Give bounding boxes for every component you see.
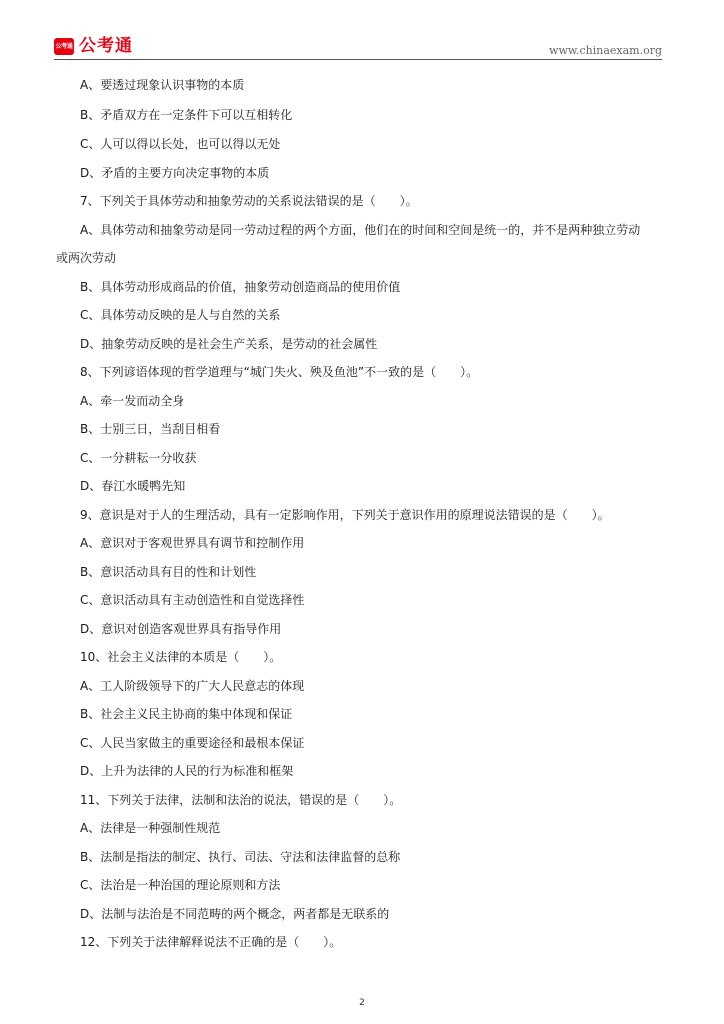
option-d: D、矛盾的主要方向决定事物的本质	[80, 166, 270, 180]
option-a: A、要透过现象认识事物的本质	[80, 78, 245, 92]
logo-badge-icon: 公考通	[54, 38, 74, 55]
question-8: 8、下列谚语体现的哲学道理与“城门失火、殃及鱼池”不一致的是（ ）。	[80, 365, 479, 379]
question-9: 9、意识是对于人的生理活动，具有一定影响作用，下列关于意识作用的原理说法错误的是（ ）。	[80, 508, 610, 522]
header-divider	[54, 59, 662, 60]
option-c: C、人民当家做主的重要途径和最根本保证	[80, 736, 305, 750]
option-d: D、抽象劳动反映的是社会生产关系，是劳动的社会属性	[80, 337, 378, 351]
page-header	[54, 36, 662, 60]
option-b: B、士别三日，当刮目相看	[80, 422, 221, 436]
option-b: B、矛盾双方在一定条件下可以互相转化	[80, 108, 293, 122]
option-c: C、一分耕耘一分收获	[80, 451, 197, 465]
option-d: D、意识对创造客观世界具有指导作用	[80, 622, 282, 636]
page-number: 2	[359, 998, 365, 1008]
option-a-continuation: 或两次劳动	[56, 251, 117, 265]
option-a: A、工人阶级领导下的广大人民意志的体现	[80, 679, 305, 693]
logo-text: 公考通	[79, 36, 133, 56]
option-b: B、社会主义民主协商的集中体现和保证	[80, 707, 293, 721]
site-url[interactable]: www.chinaexam.org	[549, 44, 662, 57]
question-10: 10、社会主义法律的本质是（ ）。	[80, 650, 282, 664]
option-a: A、牵一发而动全身	[80, 394, 185, 408]
option-c: C、人可以得以长处，也可以得以无处	[80, 137, 281, 151]
option-d: D、法制与法治是不同范畴的两个概念，两者都是无联系的	[80, 907, 390, 921]
question-12: 12、下列关于法律解释说法不正确的是（ ）。	[80, 935, 342, 949]
option-b: B、意识活动具有目的性和计划性	[80, 565, 257, 579]
option-a: A、意识对于客观世界具有调节和控制作用	[80, 536, 305, 550]
question-11: 11、下列关于法律，法制和法治的说法，错误的是（ ）。	[80, 793, 402, 807]
option-c: C、意识活动具有主动创造性和自觉选择性	[80, 593, 305, 607]
option-b: B、法制是指法的制定、执行、司法、守法和法律监督的总称	[80, 850, 401, 864]
option-b: B、具体劳动形成商品的价值，抽象劳动创造商品的使用价值	[80, 280, 401, 294]
brand-logo[interactable]	[54, 36, 133, 56]
option-a: A、具体劳动和抽象劳动是同一劳动过程的两个方面，他们在的时间和空间是统一的，并不是两种独立劳动	[80, 223, 641, 237]
option-c: C、具体劳动反映的是人与自然的关系	[80, 308, 281, 322]
option-a: A、法律是一种强制性规范	[80, 821, 221, 835]
option-d: D、春江水暖鸭先知	[80, 479, 186, 493]
option-d: D、上升为法律的人民的行为标准和框架	[80, 764, 294, 778]
option-c: C、法治是一种治国的理论原则和方法	[80, 878, 281, 892]
question-7: 7、下列关于具体劳动和抽象劳动的关系说法错误的是（ ）。	[80, 194, 418, 208]
